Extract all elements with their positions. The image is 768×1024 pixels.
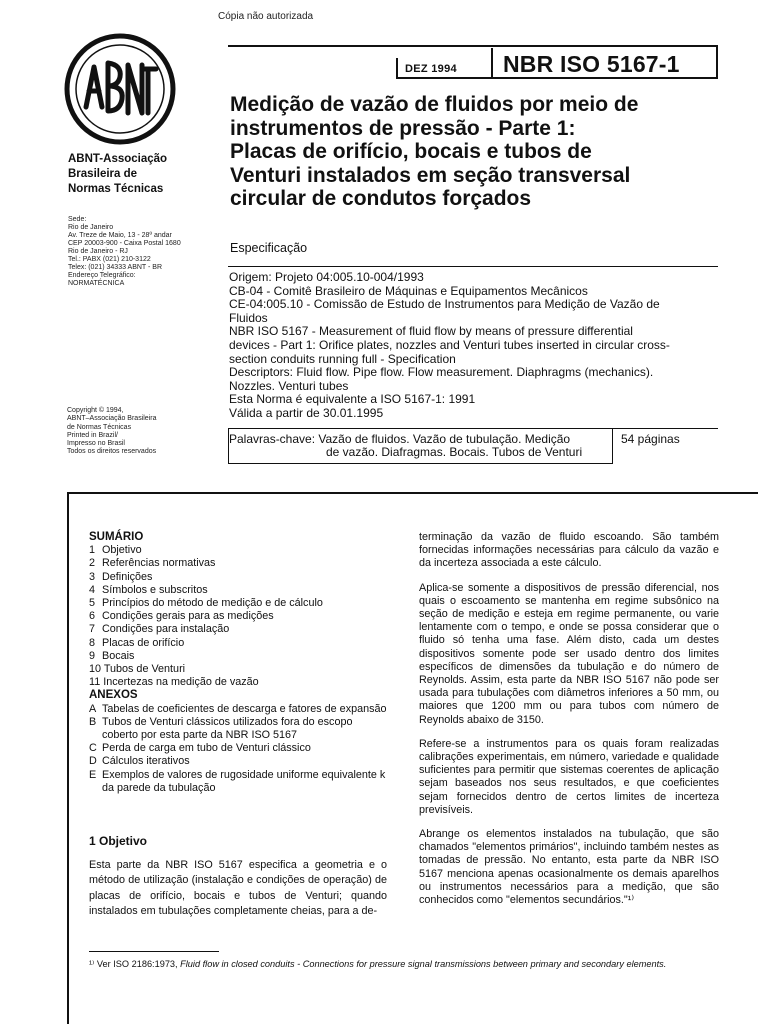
summary-item[interactable] xyxy=(89,637,387,650)
summary-num: 1 xyxy=(89,544,96,557)
annex-text: Tubos de Venturi clássicos utilizados fora do escopo coberto por esta parte da NBR ISO 5167 xyxy=(102,715,353,742)
summary-item[interactable] xyxy=(89,571,387,584)
paragraph: Aplica-se somente a dispositivos de pressão diferencial, nos quais o escoamento se mantenha em regime subsônico na seção de medição e esteja em regime permanente, ou varie lentamente com o tempo, e onde se possa considerar que o fluido só tenha uma fase. Além disto, cada um destes dispositivos somente pode ser usado dentro dos limites específicos de dimensões da tubulação e do número de Reynolds. Assim, esta parte da NBR ISO 5167 não pode ser usada para tubulações com diâmetros inferiores a 50 mm, ou maiores que 1200 mm ou para tubos com número de Reynolds abaixo de 3150. xyxy=(419,581,719,726)
annex-item[interactable] xyxy=(89,716,387,742)
standard-info xyxy=(229,271,714,421)
summary-text: Bocais xyxy=(102,649,135,662)
info-line: Nozzles. Venturi tubes xyxy=(229,378,349,393)
summary-num: 10 xyxy=(89,663,102,676)
title-line: circular de condutos forçados xyxy=(230,187,532,210)
summary-item[interactable] xyxy=(89,544,387,557)
keywords-line-2: de vazão. Diafragmas. Bocais. Tubos de Venturi xyxy=(326,445,583,459)
summary-text: Condições gerais para as medições xyxy=(102,610,274,623)
info-line: Fluidos xyxy=(229,310,268,325)
summary-text: Definições xyxy=(102,570,153,583)
annex-letter: C xyxy=(89,742,97,755)
paragraph: Abrange os elementos instalados na tubulação, que são chamados "elementos primários", incluindo também nestes as tomadas de pressão. No entanto, esta parte da NBR ISO 5167 menciona apenas ocasionalmente os demais aparelhos ou instrumentos necessários para a medição, que são conhecidos como "elementos secundários."¹⁾ xyxy=(419,828,719,907)
header-divider-mid xyxy=(491,48,493,78)
annex-item[interactable] xyxy=(89,755,387,768)
copyright-line: Impresso no Brasil xyxy=(67,440,125,448)
annex-text: Perda de carga em tubo de Venturi clássico xyxy=(102,742,311,755)
summary-num: 11 xyxy=(89,676,101,689)
summary-text: Tubos de Venturi xyxy=(103,663,186,676)
summary-text: Símbolos e subscritos xyxy=(102,583,208,596)
annex-text: Cálculos iterativos xyxy=(102,755,190,768)
info-line: Descriptors: Fluid flow. Pipe flow. Flow measurement. Diaphragms (mechanics). xyxy=(229,365,654,380)
paragraph: terminação da vazão de fluido escoando. São também fornecidas informações necessárias para cálculo da vazão e da incerteza associada a este cálculo. xyxy=(419,531,719,570)
address-line: Telex: (021) 34333 ABNT - BR xyxy=(68,264,163,271)
summary-item[interactable] xyxy=(89,650,387,663)
footnote-marker: ¹⁾ xyxy=(89,959,95,969)
annex-text: Tabelas de coeficientes de descarga e fatores de expansão xyxy=(102,702,387,715)
keywords-box-divider xyxy=(612,428,613,464)
summary-item[interactable] xyxy=(89,584,387,597)
section-1-title: 1 Objetivo xyxy=(89,834,148,848)
summary-item[interactable] xyxy=(89,676,387,689)
title-line: Medição de vazão de fluidos por meio de xyxy=(230,93,639,116)
summary-text: Objetivo xyxy=(102,544,142,557)
summary-num: 7 xyxy=(89,623,96,636)
info-rule xyxy=(228,266,718,267)
section-1-text: Esta parte da NBR ISO 5167 especifica a geometria e o método de utilização (instalação e condições de operação) de placas de orifício, bocais e tubos de Venturi; quando instalados em tubulações completamente cheias, para a de- xyxy=(89,859,387,918)
address-line: Rio de Janeiro xyxy=(68,224,114,231)
organization-name xyxy=(68,152,167,197)
header-divider-left xyxy=(396,58,398,78)
address-line: Sede: xyxy=(68,216,87,223)
keywords-line-1: Palavras-chave: Vazão de fluidos. Vazão de tubulação. Medição xyxy=(229,432,571,446)
body-frame-top xyxy=(67,492,758,494)
summary-num: 5 xyxy=(89,597,96,610)
info-line: Válida a partir de 30.01.1995 xyxy=(229,405,384,420)
copyright-line: Copyright © 1994, xyxy=(67,407,124,414)
org-name-line: ABNT-Associação xyxy=(68,153,168,165)
annex-letter: E xyxy=(89,768,97,781)
footnote-title: Fluid flow in closed conduits - Connections for pressure signal transmissions between primary and secondary elements. xyxy=(180,959,667,969)
title-line: Venturi instalados em seção transversal xyxy=(230,163,631,187)
summary-num: 3 xyxy=(89,570,96,583)
standard-code: NBR ISO 5167-1 xyxy=(503,51,680,77)
summary-num: 2 xyxy=(89,557,96,570)
org-name-line: Normas Técnicas xyxy=(68,183,164,195)
info-line: section conduits running full - Specification xyxy=(229,351,456,366)
right-column xyxy=(419,531,719,918)
document-title xyxy=(230,93,710,211)
summary xyxy=(89,531,387,795)
keywords-box-bottom xyxy=(228,463,612,464)
annex-item[interactable] xyxy=(89,742,387,755)
summary-num: 8 xyxy=(89,636,96,649)
summary-text: Placas de orifício xyxy=(102,636,185,649)
copyright-line: ABNT–Associação Brasileira xyxy=(67,415,157,423)
summary-num: 4 xyxy=(89,583,96,596)
title-line: Placas de orifício, bocais e tubos de xyxy=(230,140,592,163)
copyright-line: Todos os direitos reservados xyxy=(67,448,157,456)
summary-text: Condições para instalação xyxy=(102,623,230,636)
info-line: devices - Part 1: Orifice plates, nozzles and Venturi tubes inserted in circular cross- xyxy=(229,337,670,352)
info-line: Esta Norma é equivalente a ISO 5167-1: 1991 xyxy=(229,392,476,407)
document-type: Especificação xyxy=(230,241,308,255)
annex-item[interactable] xyxy=(89,769,387,795)
address-line: CEP 20003-900 - Caixa Postal 1680 xyxy=(68,240,181,247)
summary-text: Referências normativas xyxy=(102,557,216,570)
summary-item[interactable] xyxy=(89,557,387,570)
address-line: Av. Treze de Maio, 13 - 28º andar xyxy=(68,232,172,239)
annex-letter: D xyxy=(89,755,97,768)
summary-item[interactable] xyxy=(89,597,387,610)
copyright-line: Printed in Brazil/ xyxy=(67,431,118,439)
org-name-line: Brasileira de xyxy=(68,168,138,180)
footnote-rule xyxy=(89,951,219,952)
header-right-rule xyxy=(716,45,718,78)
address-line: Rio de Janeiro - RJ xyxy=(68,248,128,255)
abnt-logo xyxy=(64,33,176,145)
summary-num: 6 xyxy=(89,610,96,623)
info-line: Origem: Projeto 04:005.10-004/1993 xyxy=(229,270,424,284)
annex-item[interactable] xyxy=(89,703,387,716)
header-top-rule xyxy=(228,45,718,47)
copyright-line: de Normas Técnicas xyxy=(67,423,132,431)
title-line: instrumentos de pressão - Parte 1: xyxy=(230,116,576,140)
paragraph: Refere-se a instrumentos para os quais foram realizadas calibrações experimentais, em número, variedade e qualidade suficientes para permitir que sistemas coerentes de aplicação sejam baseados nos seus resultados, e que coeficientes sejam fornecidos dentro de certos limites de incerteza previsíveis. xyxy=(419,737,719,816)
organization-address xyxy=(68,216,181,288)
summary-text: Incertezas na medição de vazão xyxy=(103,676,259,689)
body-frame-left xyxy=(67,492,69,1024)
watermark-text: Cópia não autorizada xyxy=(218,11,314,22)
annex-title: ANEXOS xyxy=(89,689,138,702)
info-line: CE-04:005.10 - Comissão de Estudo de Instrumentos para Medição de Vazão de xyxy=(229,297,660,312)
info-line: CB-04 - Comitê Brasileiro de Máquinas e Equipamentos Mecânicos xyxy=(229,283,588,298)
summary-item[interactable] xyxy=(89,623,387,636)
footnote xyxy=(89,958,719,970)
info-line: NBR ISO 5167 - Measurement of fluid flow by means of pressure differential xyxy=(229,324,633,339)
address-line: NORMATÉCNICA xyxy=(68,280,125,287)
summary-item[interactable] xyxy=(89,610,387,623)
address-line: Tel.: PABX (021) 210-3122 xyxy=(68,256,151,263)
publication-date: DEZ 1994 xyxy=(405,63,457,75)
summary-title: SUMÁRIO xyxy=(89,531,144,543)
address-line: Endereço Telegráfico: xyxy=(68,272,136,279)
summary-item[interactable] xyxy=(89,663,387,676)
annex-letter: A xyxy=(89,702,97,715)
copyright-notice xyxy=(67,407,156,457)
summary-num: 9 xyxy=(89,649,96,662)
annex-text: Exemplos de valores de rugosidade uniforme equivalente k da parede da tubulação xyxy=(102,768,386,794)
summary-text: Princípios do método de medição e de cálculo xyxy=(102,597,323,610)
page-count: 54 páginas xyxy=(621,432,680,446)
annex-letter: B xyxy=(89,715,97,728)
footnote-prefix: Ver ISO 2186:1973, xyxy=(96,959,181,969)
keywords-box-top xyxy=(228,428,718,429)
